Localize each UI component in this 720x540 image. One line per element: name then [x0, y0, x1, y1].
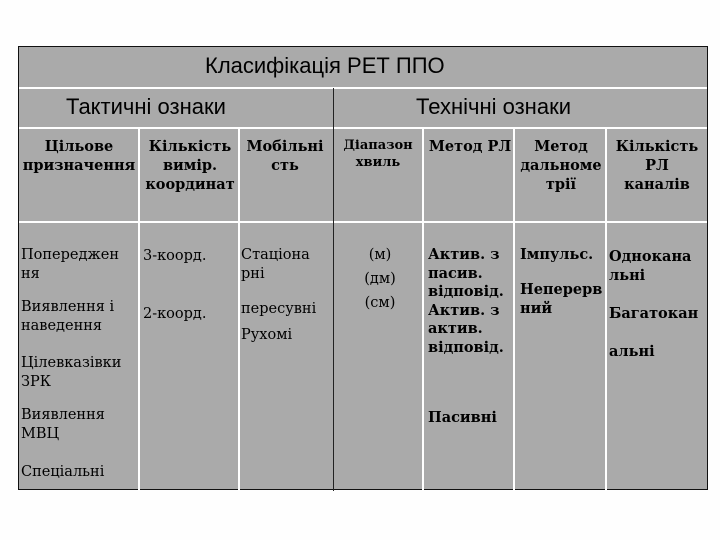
cell-mobility-mobile: Рухомі [241, 327, 293, 343]
cell-coords-3d: 3-коорд. [143, 248, 207, 264]
header-coordinates: Кількість вимір. координат [145, 138, 235, 193]
header-range: Діапазон хвиль [343, 138, 413, 170]
cell-channels-multi: Багатокан альні [609, 305, 699, 360]
group-tactical: Тактичні ознаки [66, 94, 226, 119]
divider-rl [513, 129, 515, 491]
cell-rangefinding-pulse: Імпульс. [520, 246, 594, 263]
divider-coords [238, 129, 240, 491]
cell-mobility-stationary: Стаціона рні [241, 247, 310, 282]
cell-coords-2d: 2-коорд. [143, 306, 207, 322]
cell-rangefinding-continuous: Неперерв ний [520, 281, 603, 317]
cell-mobility-transportable: пересувні [241, 301, 317, 317]
cell-purpose-low-altitude-detection: Виявлення МВЦ [21, 407, 105, 442]
divider-purpose [138, 129, 140, 491]
cell-purpose-detection-guidance: Виявлення і наведення [21, 299, 115, 334]
header-mobility: Мобільні сть [246, 138, 324, 174]
header-rl-method: Метод РЛ [428, 138, 512, 155]
divider-headers [19, 221, 707, 223]
cell-purpose-target-designation: Цілевказівки ЗРК [21, 355, 122, 390]
divider-range [422, 129, 424, 491]
header-purpose: Цільове призначення [22, 138, 136, 174]
header-channels: Кількість РЛ каналів [615, 138, 699, 193]
group-technical: Технічні ознаки [416, 94, 571, 119]
cell-channels-single: Однокана льні [609, 248, 692, 284]
cell-purpose-warning: Попереджен ня [21, 247, 119, 282]
cell-rl-passive: Пасивні [428, 409, 497, 426]
divider-groups [19, 127, 707, 129]
cell-rl-active: Актив. з пасив. відповід. Актив. з актив. відповід. [428, 246, 504, 356]
header-rangefinding-method: Метод дальноме трії [520, 138, 602, 193]
cell-range-bands: (м) (дм) (см) [364, 247, 396, 311]
divider-title [19, 87, 707, 89]
page-title: Класифікація РЕТ ППО [205, 53, 445, 78]
cell-purpose-special: Спеціальні [21, 464, 105, 480]
